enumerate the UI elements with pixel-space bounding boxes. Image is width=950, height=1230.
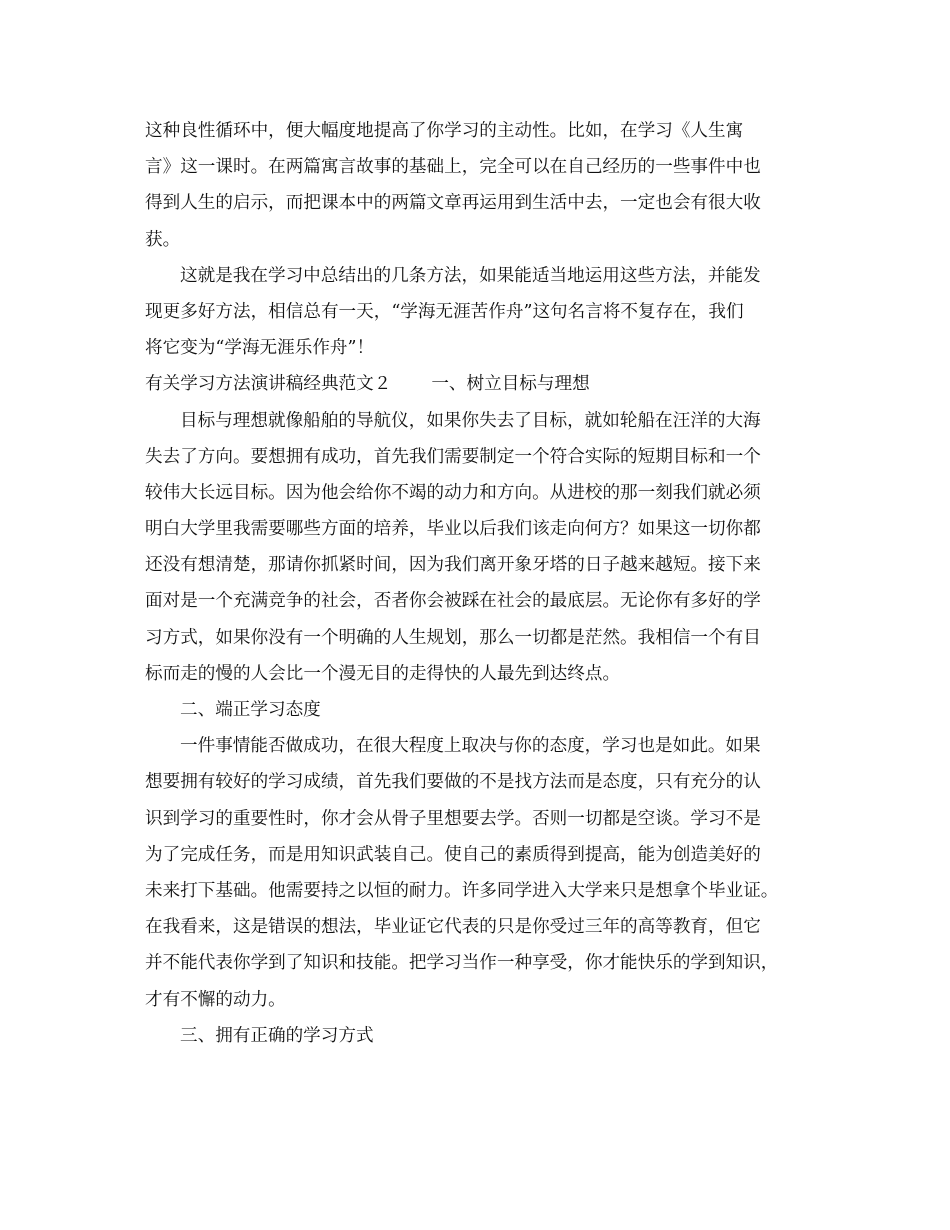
heading-method: 三、拥有正确的学习方式: [180, 1025, 374, 1046]
heading-attitude: 二、端正学习态度: [180, 700, 321, 720]
text-line: 未来打下基础。他需要持之以恒的耐力。许多同学进入大学来只是想拿个毕业证。: [145, 880, 779, 901]
document-body: [145, 113, 805, 1054]
paragraph-attitude: [145, 728, 805, 1018]
text-line: 还没有想清楚，那请你抓紧时间，因为我们离开象牙塔的日子越来越短。接下来: [145, 555, 761, 576]
section-title: 有关学习方法演讲稿经典范文２: [145, 374, 392, 395]
text-line: 较伟大长远目标。因为他会给你不竭的动力和方向。从进校的那一刻我们就必须: [145, 482, 761, 503]
text-line: 这就是我在学习中总结出的几条方法，如果能适当地运用这些方法，并能发: [180, 265, 761, 286]
heading-goals: 一、树立目标与理想: [431, 374, 590, 395]
text-line: 为了完成任务，而是用知识武装自己。使自己的素质得到提高，能为创造美好的: [145, 844, 761, 865]
section-title-line: [145, 366, 805, 402]
text-line: 一件事情能否做成功，在很大程度上取决与你的态度，学习也是如此。如果: [180, 736, 761, 757]
text-line: 言》这一课时。在两篇寓言故事的基础上，完全可以在自己经历的一些事件中也: [145, 157, 761, 178]
text-line: 面对是一个充满竞争的社会，否者你会被踩在社会的最底层。无论你有多好的学: [145, 591, 761, 612]
paragraph-summary: [145, 258, 805, 367]
text-line: 这种良性循环中，便大幅度地提高了你学习的主动性。比如，在学习《人生寓: [145, 121, 744, 141]
text-line: 在我看来，这是错误的想法，毕业证它代表的只是你受过三年的高等教育，但它: [145, 917, 761, 938]
text-line: 得到人生的启示，而把课本中的两篇文章再运用到生活中去，一定也会有很大收: [145, 193, 761, 214]
text-line: 现更多好方法，相信总有一天，“学海无涯苦作舟”这句名言将不复存在，我们: [145, 301, 744, 322]
text-line: 目标与理想就像船舶的导航仪，如果你失去了目标，就如轮船在汪洋的大海: [180, 410, 761, 431]
text-line: 标而走的慢的人会比一个漫无目的走得快的人最先到达终点。: [145, 663, 621, 684]
text-line: 将它变为“学海无涯乐作舟”！: [145, 338, 375, 359]
text-line: 明白大学里我需要哪些方面的培养，毕业以后我们该走向何方？如果这一切你都: [145, 519, 761, 540]
paragraph-continuation: [145, 113, 805, 258]
text-line: 识到学习的重要性时，你才会从骨子里想要去学。否则一切都是空谈。学习不是: [145, 808, 761, 829]
paragraph-goals: [145, 403, 805, 693]
text-line: 获。: [145, 229, 181, 250]
text-line: 想要拥有较好的学习成绩，首先我们要做的不是找方法而是态度，只有充分的认: [145, 772, 761, 793]
text-line: 失去了方向。要想拥有成功，首先我们需要制定一个符合实际的短期目标和一个: [145, 446, 761, 467]
text-line: 习方式，如果你没有一个明确的人生规划，那么一切都是茫然。我相信一个有目: [145, 627, 761, 648]
text-line: 并不能代表你学到了知识和技能。把学习当作一种享受，你才能快乐的学到知识，: [145, 953, 779, 974]
text-line: 才有不懈的动力。: [145, 989, 286, 1010]
